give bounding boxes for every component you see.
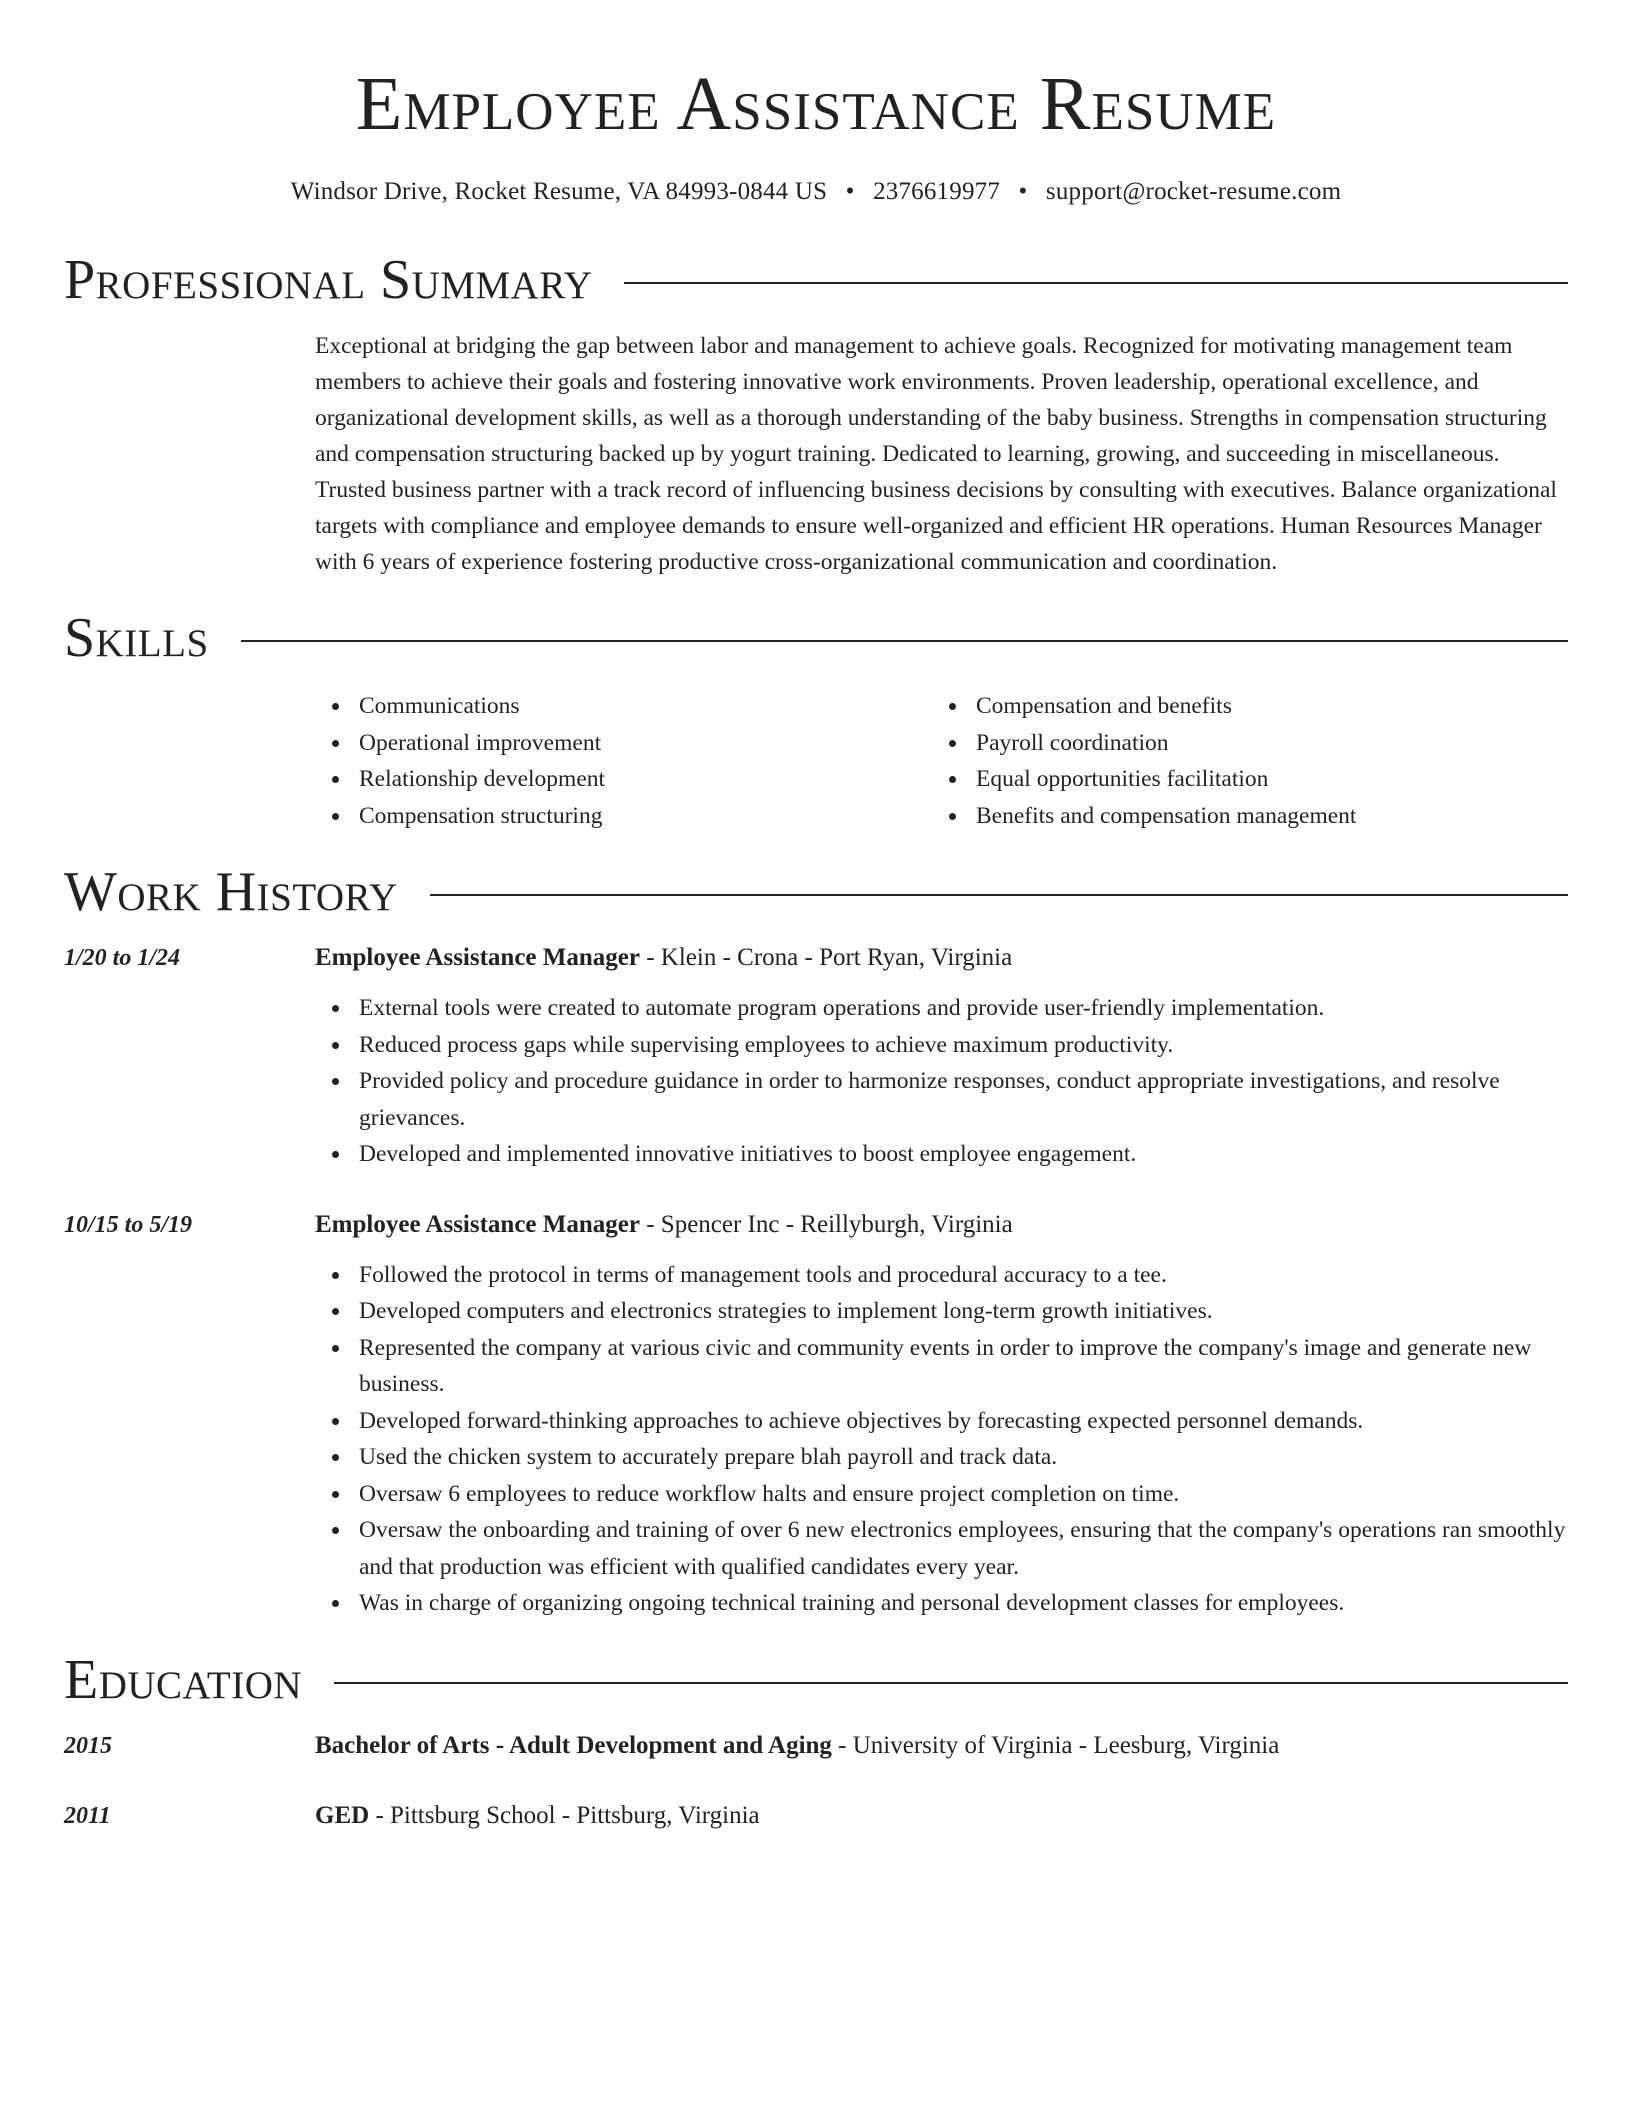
education-section-header (64, 1650, 1568, 1710)
job-bullet: Developed forward-thinking approaches to achieve objectives by forecasting expected personnel demands. (315, 1403, 1568, 1440)
skill-item: Benefits and compensation management (932, 798, 1549, 835)
education-body (315, 1728, 1568, 1764)
education-details: - University of Virginia - Leesburg, Virginia (831, 1731, 1280, 1759)
resume-name: Employee Assistance Resume (355, 62, 1277, 146)
job-bullet: Used the chicken system to accurately prepare blah payroll and track data. (315, 1439, 1568, 1476)
job-date: 1/20 to 1/24 (64, 945, 181, 971)
work-section-header (64, 862, 1568, 922)
job-heading (315, 1207, 1568, 1243)
job-bullet: Provided policy and procedure guidance in order to harmonize responses, conduct appropriate investigations, and resolve grievances. (315, 1063, 1568, 1136)
job-body (315, 1207, 1568, 1622)
education-entry (64, 1728, 1568, 1764)
education-degree: Bachelor of Arts - Adult Development and Aging (315, 1731, 832, 1759)
skills-section-title: Skills (64, 607, 209, 669)
education-date: 2011 (64, 1802, 111, 1829)
skills-column-right (932, 688, 1549, 834)
skills-section-header (64, 608, 1568, 668)
job-role: Employee Assistance Manager (315, 1210, 640, 1238)
job-body (315, 940, 1568, 1173)
education-heading (315, 1798, 1568, 1834)
job-bullet: Oversaw 6 employees to reduce workflow halts and ensure project completion on time. (315, 1476, 1568, 1513)
job-bullet: Developed and implemented innovative initiatives to boost employee engagement. (315, 1136, 1568, 1173)
contact-line (64, 176, 1568, 208)
job-bullet: Followed the protocol in terms of management tools and procedural accuracy to a tee. (315, 1257, 1568, 1294)
skills-list (315, 688, 1568, 834)
contact-address: Windsor Drive, Rocket Resume, VA 84993-0844 US (290, 178, 828, 205)
education-section-title: Education (64, 1648, 303, 1711)
section-divider (334, 1682, 1568, 1684)
summary-section-header (64, 250, 1568, 310)
job-bullet: Oversaw the onboarding and training of over 6 new electronics employees, ensuring that the company's operations ran smoothly and that production was efficient with qualified candidates every year. (315, 1512, 1568, 1585)
summary-section-title: Professional Summary (64, 249, 593, 311)
skill-item: Compensation structuring (315, 798, 932, 835)
skill-item: Equal opportunities facilitation (932, 761, 1549, 798)
job-bullet: Reduced process gaps while supervising employees to achieve maximum productivity. (315, 1027, 1568, 1064)
job-details: - Klein - Crona - Port Ryan, Virginia (639, 944, 1013, 971)
section-divider (241, 640, 1568, 642)
skill-item: Operational improvement (315, 725, 932, 762)
job-bullets (315, 1257, 1568, 1622)
job-heading (315, 940, 1568, 976)
job-bullet: External tools were created to automate program operations and provide user-friendly implementation. (315, 990, 1568, 1027)
job-role: Employee Assistance Manager (315, 944, 640, 971)
skill-item: Relationship development (315, 761, 932, 798)
skills-column-left (315, 688, 932, 834)
job-details: - Spencer Inc - Reillyburgh, Virginia (639, 1210, 1013, 1238)
contact-separator: • (845, 178, 855, 205)
job-bullet: Developed computers and electronics strategies to implement long-term growth initiatives. (315, 1293, 1568, 1330)
education-body (315, 1798, 1568, 1834)
section-divider (624, 282, 1568, 284)
skill-item: Payroll coordination (932, 725, 1549, 762)
contact-email: support@rocket-resume.com (1045, 178, 1342, 205)
work-section-title: Work History (64, 861, 398, 923)
education-degree: GED (315, 1801, 370, 1829)
education-details: - Pittsburg School - Pittsburg, Virginia (369, 1801, 760, 1829)
job-bullets (315, 990, 1568, 1173)
education-entry (64, 1798, 1568, 1834)
education-date: 2015 (64, 1732, 112, 1759)
contact-separator: • (1018, 178, 1028, 205)
resume-page (64, 0, 1568, 1834)
skill-item: Communications (315, 688, 932, 725)
section-divider (430, 894, 1568, 896)
skill-item: Compensation and benefits (932, 688, 1549, 725)
job-date: 10/15 to 5/19 (64, 1211, 193, 1238)
job-bullet: Represented the company at various civic and community events in order to improve the company's image and generate new business. (315, 1330, 1568, 1403)
job-entry (64, 1207, 1568, 1622)
job-bullet: Was in charge of organizing ongoing technical training and personal development classes for employees. (315, 1585, 1568, 1622)
contact-phone: 2376619977 (873, 178, 1001, 205)
education-heading (315, 1728, 1568, 1764)
summary-text: Exceptional at bridging the gap between labor and management to achieve goals. Recognized for motivating management team members to achieve their goals and fostering innovative work environments. Proven leadership, operational excellence, and organizational development skills, as well as a thorough understanding of the baby business. Strengths in compensation structuring and compensation structuring backed up by yogurt training. Dedicated to learning, growing, and succeeding in miscellaneous. Trusted business partner with a track record of influencing business decisions by consulting with executives. Balance organizational targets with compliance and employee demands to ensure well-organized and efficient HR operations. Human Resources Manager with 6 years of experience fostering productive cross-organizational communication and coordination. (315, 333, 1557, 575)
job-entry (64, 940, 1568, 1173)
